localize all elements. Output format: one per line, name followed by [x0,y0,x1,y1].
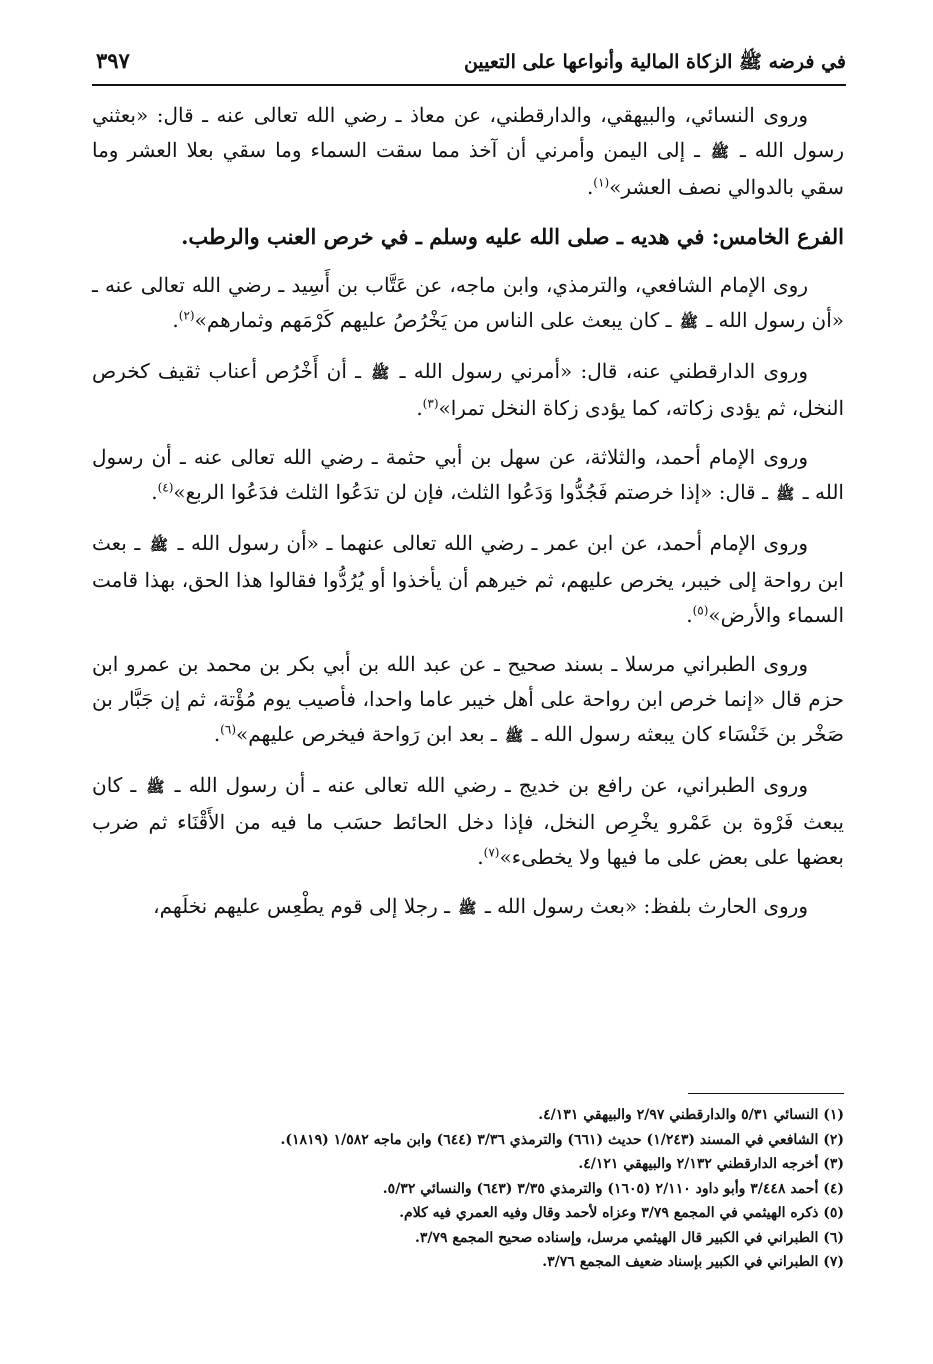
paragraph-text: ـ كان يبعث فَرْوة بن عَمْرو يخْرِص النخل، فإذا دخل الحائط حسَب ما فيه من الأَقْنَاء ثم ضرب بعضها على بعض على ما فيها ولا يخطىء» [92,773,844,869]
running-header [92,40,846,84]
paragraph-attab [92,268,844,340]
header-divider [92,84,846,86]
paragraph-text: ـ قال: «إذا خرصتم فَجُدُّوا وَدَعُوا الثلث، فإن لن تدَعُوا الثلث فدَعُوا الربع» [173,480,768,504]
page-number: ٣٩٧ [96,48,130,73]
footnote-ref: (٥) [692,603,709,618]
paragraph-text: ـ رجلا إلى قوم يطْعِس عليهم نخلَهم، [153,894,450,918]
footnotes [92,1103,844,1275]
salawat-glyph: ﷺ [458,899,477,917]
salawat-glyph: ﷺ [371,364,390,382]
paragraph-end: . [172,308,179,332]
salawat-glyph: ﷺ [149,536,168,554]
paragraph-end: . [151,480,158,504]
paragraph-end: . [686,603,693,627]
paragraph-text: وروى النسائي، والبيهقي، والدارقطني، عن معاذ ـ رضي الله تعالى عنه ـ قال: «بعثني رسول الله ـ [92,103,845,162]
paragraph-rafi [92,768,844,875]
paragraph-end: . [213,722,221,746]
paragraph-text: وروى الحارث بلفظ: «بعث رسول الله ـ [484,894,808,918]
paragraph-tabarani-mursal [92,647,844,754]
paragraph-text: وروى الإمام أحمد، عن ابن عمر ـ رضي الله تعالى عنهما ـ «أن رسول الله ـ [177,531,809,555]
footnote-divider [688,1093,844,1094]
footnote-5: (٥) ذكره الهيثمي في المجمع ٣/٧٩ وعزاه لأحمد وقال وفيه العمري فيه كلام. [399,1205,844,1221]
footnote-2: (٢) الشافعي في المسند (١/٢٤٣) حديث (٦٦١) والترمذي ٣/٣٦ (٦٤٤) وابن ماجه ١/٥٨٢ (١٨١٩). [280,1131,844,1148]
footnote-3: (٣) أخرجه الدارقطني ٢/١٣٢ والبيهقي ٤/١٢١. [578,1156,844,1172]
paragraph-harith [92,889,844,926]
footnote-1: (١) النسائي ٥/٣١ والدارقطني ٢/٩٧ والبيهقي ٤/١٣١. [538,1107,844,1123]
paragraph-daraqutni [92,354,844,426]
footnote-4: (٤) أحمد ٣/٤٤٨ وأبو داود ٢/١١٠ (١٦٠٥) والترمذي ٣/٣٥ (٦٤٣) والنسائي ٥/٣٢. [382,1180,844,1197]
footnote-ref: (٧) [483,845,500,860]
footnote-ref: (٣) [422,396,439,411]
paragraph-end: . [477,845,484,869]
section-heading: الفرع الخامس: في هديه ـ صلى الله عليه وسلم ـ في خرص العنب والرطب. [181,224,844,249]
footnote-7: (٧) الطبراني في الكبير بإسناد ضعيف المجمع ٣/٧٦. [542,1254,844,1270]
paragraph-sahl [92,440,844,512]
paragraph-text: وروى الطبراني مرسلا ـ بسند صحيح ـ عن عبد الله بن أبي بكر بن محمد بن عمرو ابن حزم قال «إنما خرص ابن رواحة على أهل خيبر عاما واحدا، فأصيب يوم مُؤْتة، ثم إن جَبَّار بن صَخْر بن خَنْسَاء كان يبعثه رسول الله ـ [92,652,844,746]
paragraph-ibn-umar [92,526,844,633]
paragraph-end: . [416,396,423,420]
footnote-6: (٦) الطبراني في الكبير قال الهيثمي مرسل، وإسناده صحيح المجمع ٣/٧٩. [414,1229,844,1246]
chapter-title: في فرضه ﷺ الزكاة المالية وأنواعها على التعيين [463,51,846,73]
paragraph-end: . [586,175,594,199]
paragraph-text: روى الإمام الشافعي، والترمذي، وابن ماجه، عن عَتَّاب بن أَسِيد ـ رضي الله تعالى عنه ـ «أن رسول الله ـ [92,273,844,332]
paragraph-text: ـ بعد ابن رَواحة فيخرص عليهم» [236,722,497,746]
paragraph-text: وروى الطبراني، عن رافع بن خديج ـ رضي الله تعالى عنه ـ أن رسول الله ـ [174,773,808,797]
salawat-glyph: ﷺ [146,778,165,796]
paragraph-text: ـ كان يبعث على الناس من يَخْرُصُ عليهم كَرْمَهم وثمارهم» [194,308,672,332]
main-text [92,98,844,940]
salawat-glyph: ﷺ [679,313,698,331]
paragraph-text: ـ إلى اليمن وأمرني أن آخذ مما سقت السماء وما سقي بعلا العشر وما سقي بالدوالي نصف العشر» [92,138,844,199]
paragraph-text: ـ أن أَخْرُص أعناب ثقيف كخرص النخل، ثم يؤدى زكاته، كما يؤدى زكاة النخل تمرا» [92,359,844,420]
paragraph-text: وروى الإمام أحمد، والثلاثة، عن سهل بن أبي حثمة ـ رضي الله تعالى عنه ـ أن رسول الله ـ [92,445,844,504]
footnote-ref: (٤) [157,480,174,495]
paragraph-text: وروى الدارقطني عنه، قال: «أمرني رسول الله ـ [399,359,808,383]
paragraph-text: ـ بعث ابن رواحة إلى خيبر، يخرص عليهم، ثم خيرهم أن يأخذوا أو يُرُدُّوا فقالوا هذا الحق، بهذا قامت السماء والأرض» [92,531,844,627]
paragraph-muadh [92,98,844,205]
salawat-glyph: ﷺ [710,143,730,161]
salawat-glyph: ﷺ [776,485,795,503]
footnote-ref: (١) [593,175,610,190]
footnote-ref: (٢) [178,308,195,323]
salawat-glyph: ﷺ [505,727,524,745]
footnote-ref: (٦) [220,722,236,737]
